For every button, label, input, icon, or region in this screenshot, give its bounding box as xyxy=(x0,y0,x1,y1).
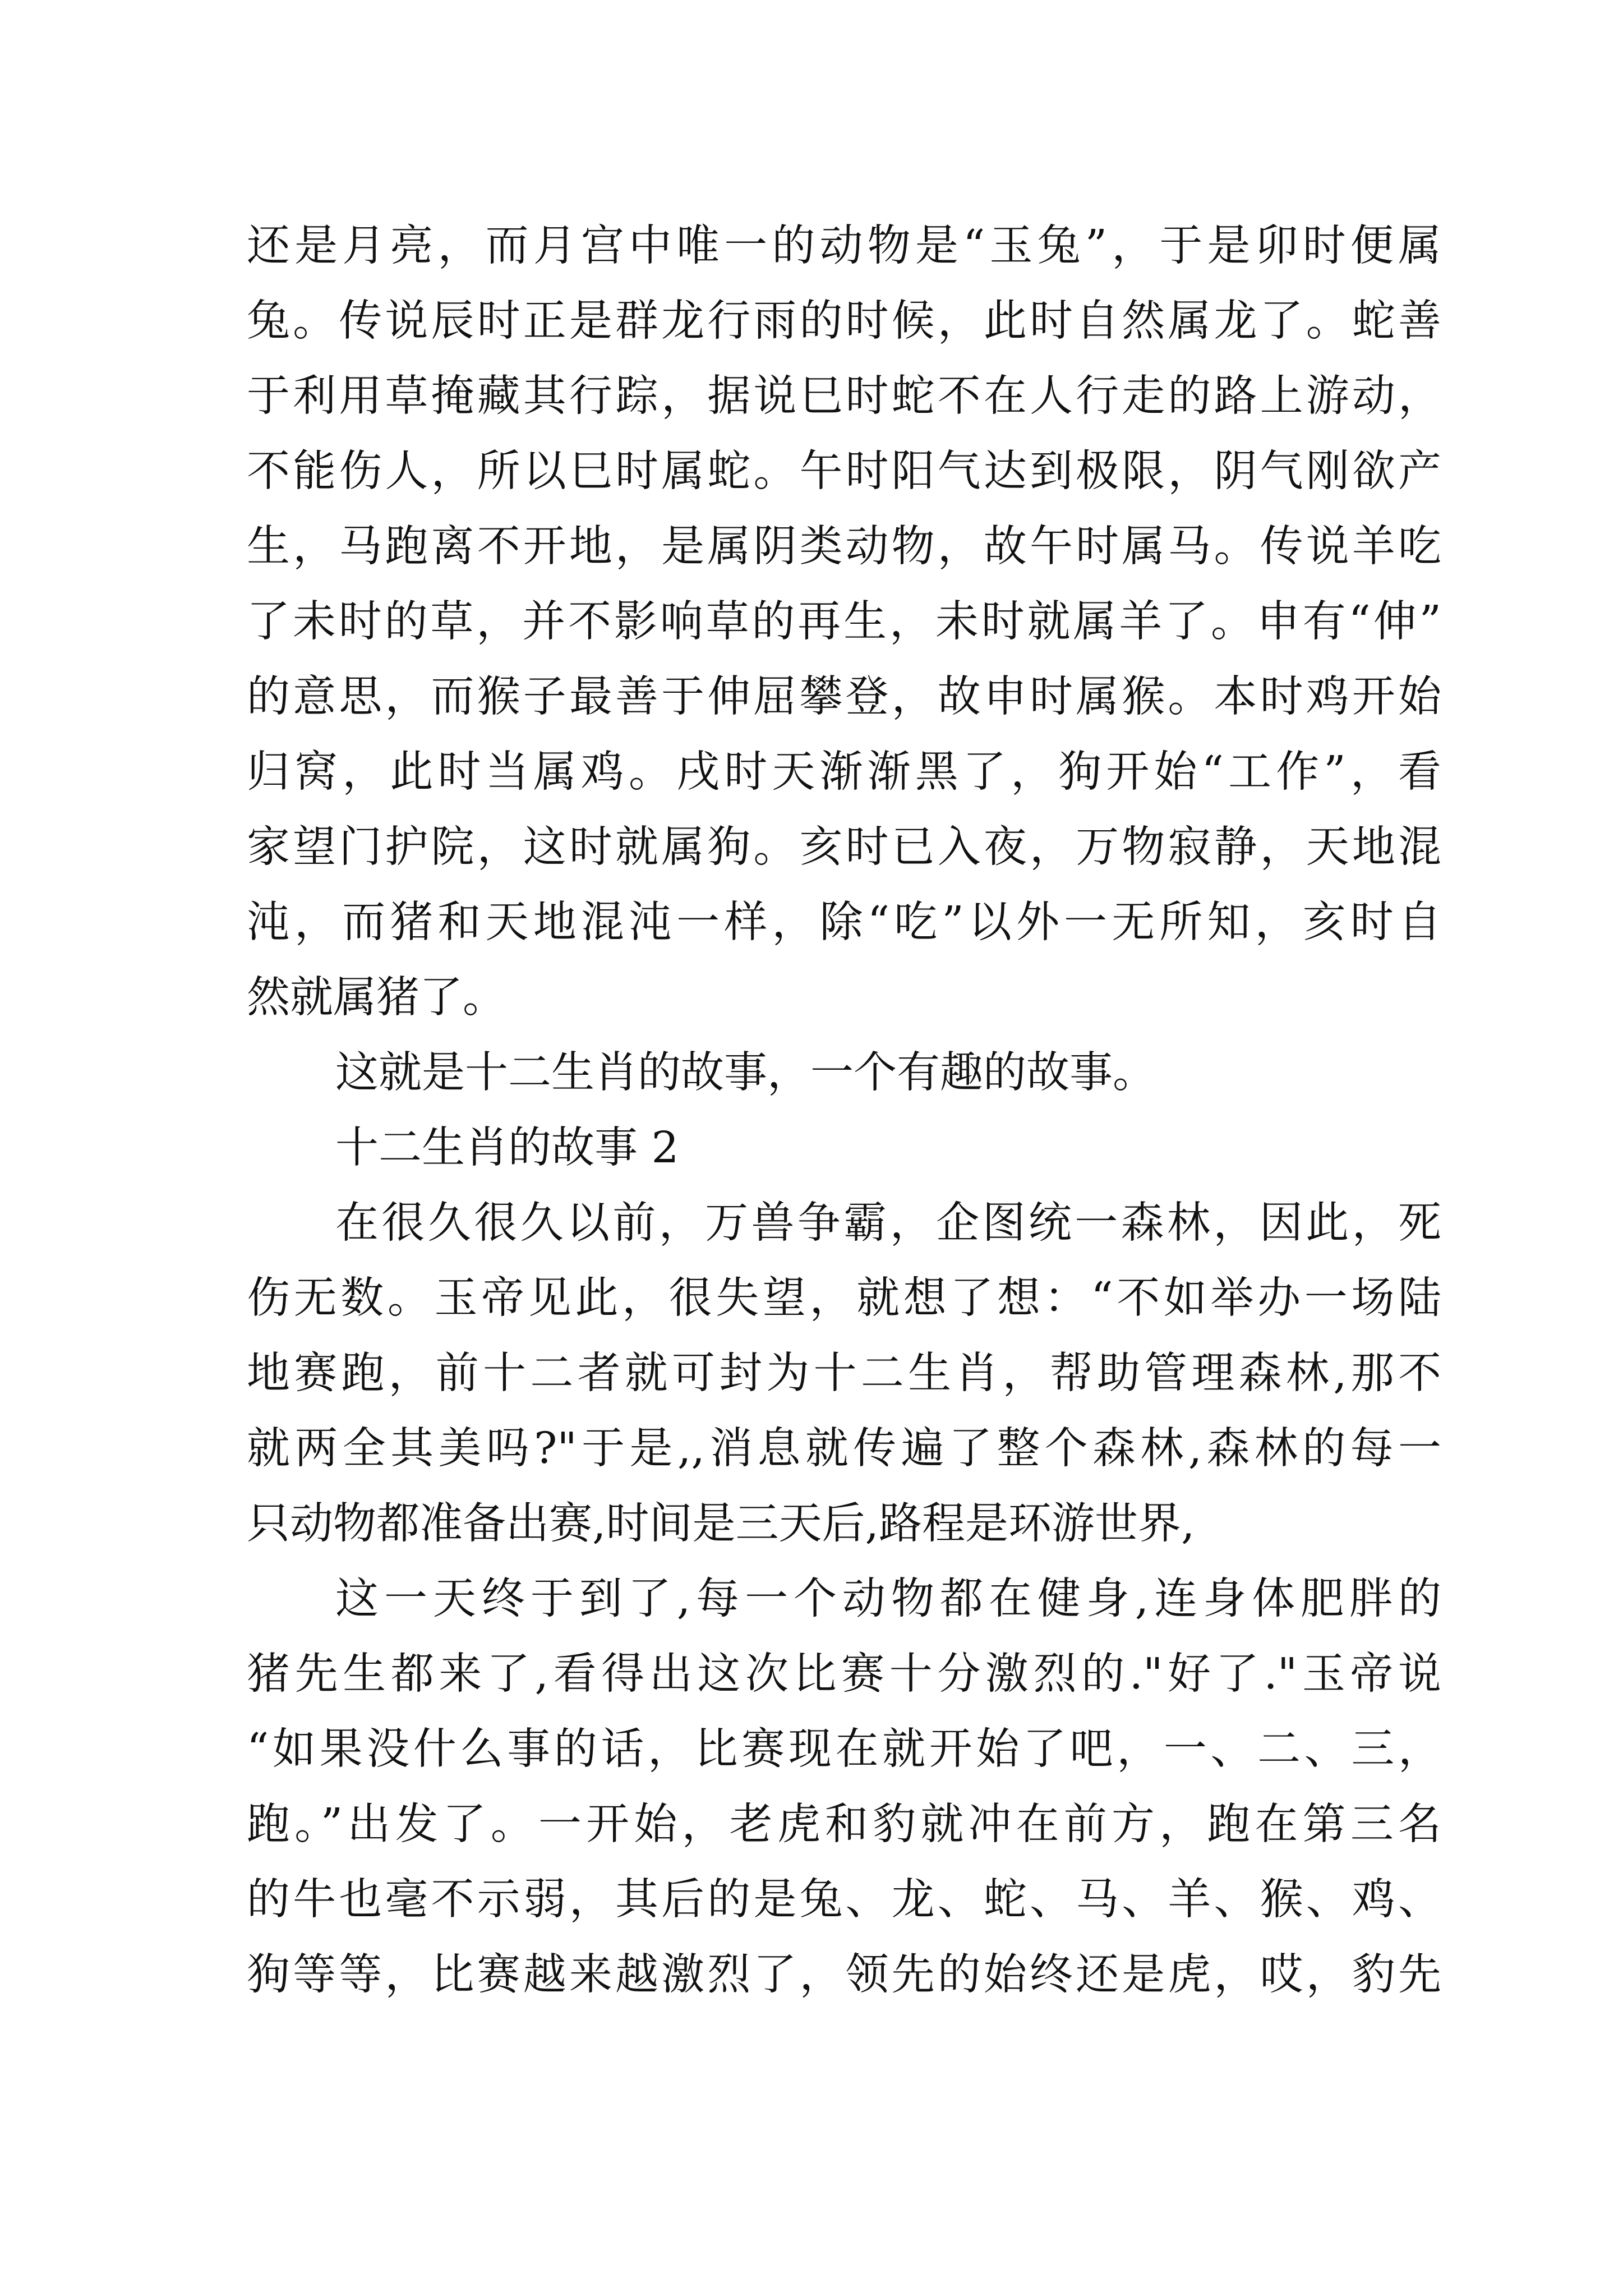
text-line: 的意思，而猴子最善于伸屈攀登，故申时属猴。本时鸡开始 xyxy=(247,672,1441,722)
text-line: 还是月亮，而月宫中唯一的动物是“玉兔”，于是卯时便属 xyxy=(247,221,1441,271)
text-line: 兔。传说辰时正是群龙行雨的时候，此时自然属龙了。蛇善 xyxy=(247,296,1441,346)
text-line: 不能伤人，所以巳时属蛇。午时阳气达到极限，阴气刚欲产 xyxy=(247,447,1441,496)
text-line: 在很久很久以前，万兽争霸，企图统一森林，因此，死 xyxy=(335,1198,1441,1248)
section-heading: 十二生肖的故事 2 xyxy=(335,1123,679,1173)
text-line: 狗等等，比赛越来越激烈了，领先的始终还是虎，哎，豹先 xyxy=(247,1950,1441,2000)
text-line: 家望门护院，这时就属狗。亥时已入夜，万物寂静，天地混 xyxy=(247,822,1441,872)
text-line: 的牛也毫不示弱，其后的是兔、龙、蛇、马、羊、猴、鸡、 xyxy=(247,1875,1441,1925)
text-line: 然就属猪了。 xyxy=(247,973,506,1023)
text-line: 猪先生都来了,看得出这次比赛十分激烈的."好了."玉帝说 xyxy=(247,1649,1441,1699)
text-line: 生，马跑离不开地，是属阴类动物，故午时属马。传说羊吃 xyxy=(247,522,1441,572)
text-line: 伤无数。玉帝见此，很失望，就想了想：“不如举办一场陆 xyxy=(247,1273,1441,1323)
text-line: 于利用草掩藏其行踪，据说巳时蛇不在人行走的路上游动， xyxy=(247,371,1441,421)
text-line: 这一天终于到了,每一个动物都在健身,连身体肥胖的 xyxy=(335,1574,1441,1624)
text-line: “如果没什么事的话，比赛现在就开始了吧，一、二、三， xyxy=(247,1724,1441,1774)
text-line: 就两全其美吗?"于是,,消息就传遍了整个森林,森林的每一 xyxy=(247,1424,1441,1474)
text-line: 地赛跑，前十二者就可封为十二生肖，帮助管理森林,那不 xyxy=(247,1349,1441,1398)
text-line: 跑。”出发了。一开始，老虎和豹就冲在前方，跑在第三名 xyxy=(247,1800,1441,1849)
document-body xyxy=(247,209,1441,2013)
text-line: 归窝，此时当属鸡。戌时天渐渐黑了，狗开始“工作”，看 xyxy=(247,747,1441,797)
text-line: 只动物都准备出赛,时间是三天后,路程是环游世界, xyxy=(247,1499,1195,1549)
text-line: 沌，而猪和天地混沌一样，除“吃”以外一无所知，亥时自 xyxy=(247,898,1441,947)
text-line: 了未时的草，并不影响草的再生，未时就属羊了。申有“伸” xyxy=(247,597,1441,647)
text-line: 这就是十二生肖的故事，一个有趣的故事。 xyxy=(335,1048,1156,1098)
